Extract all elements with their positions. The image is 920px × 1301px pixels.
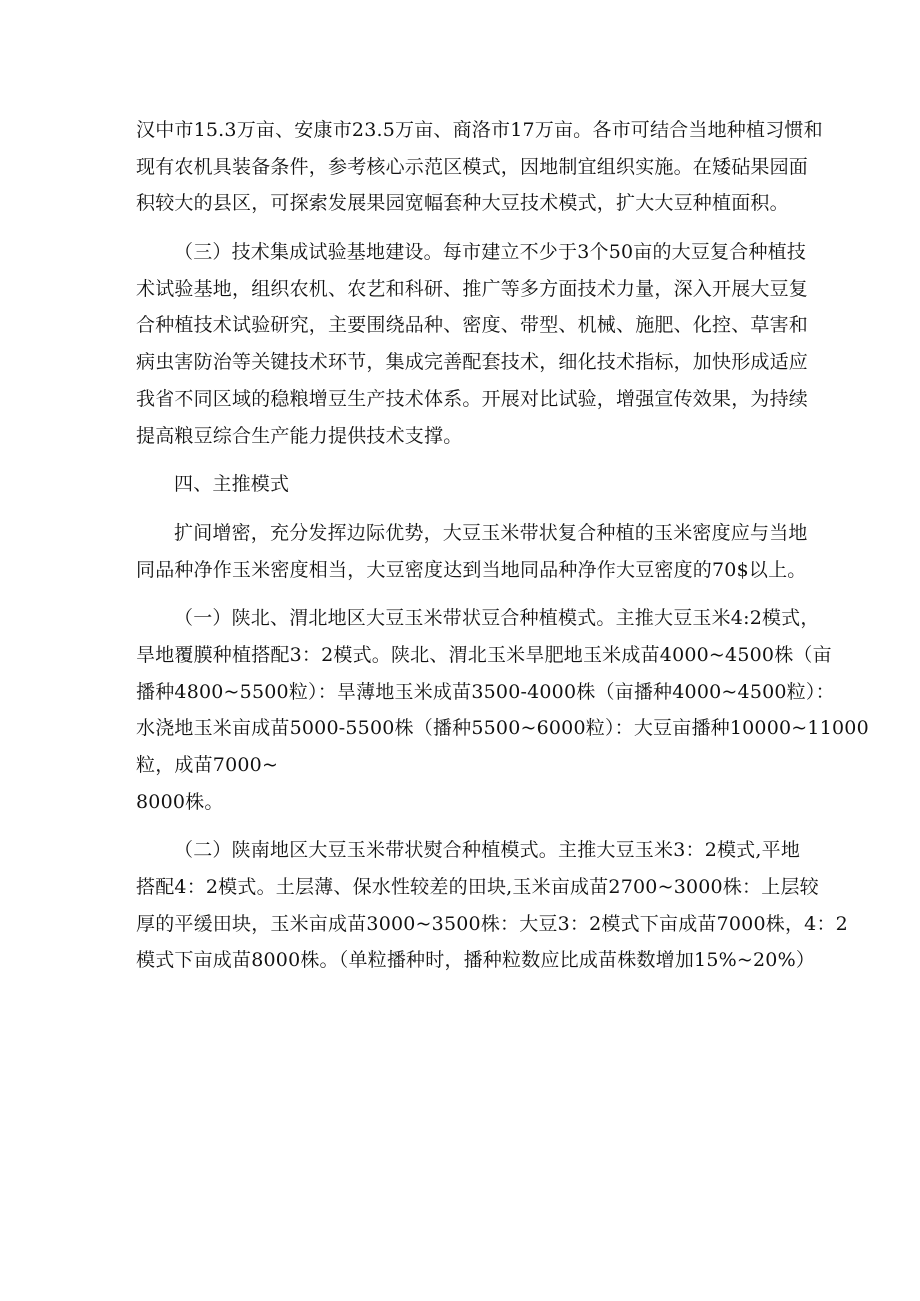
text-line: 积较大的县区，可探索发展果园宽幅套种大豆技术模式，扩大大豆种植面积。 [136,192,789,215]
text-line: 水浇地玉米亩成苗5000-5500株（播种5500~6000粒）：大豆亩播种10000~11000 [136,717,869,740]
paragraph-test-base [136,234,809,454]
text-line: （一）陕北、渭北地区大豆玉米带状豆合种植模式。主推大豆玉米4:2模式， [174,607,820,630]
text-line: 播种4800~5500粒）：旱薄地玉米成苗3500-4000株（亩播种4000~4500粒）： [136,680,835,703]
text-line: （三）技术集成试验基地建设。每市建立不少于3个50亩的大豆复合种植技 [174,241,807,264]
paragraph-intro [136,515,808,588]
text-line: 厚的平缓田块，玉米亩成苗3000~3500株：大豆3：2模式下亩成苗7000株，4：2 [136,912,848,935]
text-line: 现有农机具装备条件，参考核心示范区模式，因地制宜组织实施。在矮砧果园面 [136,155,809,178]
text-line: 合种植技术试验研究，主要围绕品种、密度、带型、机械、施肥、化控、草害和 [136,314,809,337]
paragraph-south [136,832,848,979]
text-line: 搭配4：2模式。土层薄、保水性较差的田块,玉米亩成苗2700~3000株：上层较 [136,876,819,899]
text-line: 旱地覆膜种植搭配3：2模式。陕北、渭北玉米旱肥地玉米成苗4000~4500株（亩 [136,643,832,666]
text-line: （二）陕南地区大豆玉米带状熨合种植模式。主推大豆玉米3：2模式,平地 [174,839,801,862]
text-line: 汉中市15.3万亩、安康市23.5万亩、商洛市17万亩。各市可结合当地种植习惯和 [136,119,823,141]
text-line: 扩间增密，充分发挥边际优势，大豆玉米带状复合种植的玉米密度应与当地 [174,521,808,544]
paragraph-north [136,600,869,820]
text-line: 模式下亩成苗8000株。（单粒播种时，播种粒数应比成苗株数增加15%~20%） [136,949,816,972]
text-line: 粒，成苗7000~ [136,754,279,776]
text-line: 病虫害防治等关键技术环节，集成完善配套技术，细化技术指标，加快形成适应 [136,351,809,374]
text-line: 术试验基地，组织农机、农艺和科研、推广等多方面技术力量，深入开展大豆复 [136,277,809,300]
section-heading-text: 四、主推模式 [174,473,290,496]
paragraph-continuation [136,112,823,222]
document-body [136,112,869,991]
text-line: 提高粮豆综合生产能力提供技术支撑。 [136,424,463,447]
section-heading [136,466,796,503]
text-line: 同品种净作玉米密度相当，大豆密度达到当地同品种净作大豆密度的70$以上。 [136,558,807,581]
text-line: 我省不同区域的稳粮增豆生产技术体系。开展对比试验，增强宣传效果，为持续 [136,387,809,410]
text-line: 8000株。 [136,790,224,813]
